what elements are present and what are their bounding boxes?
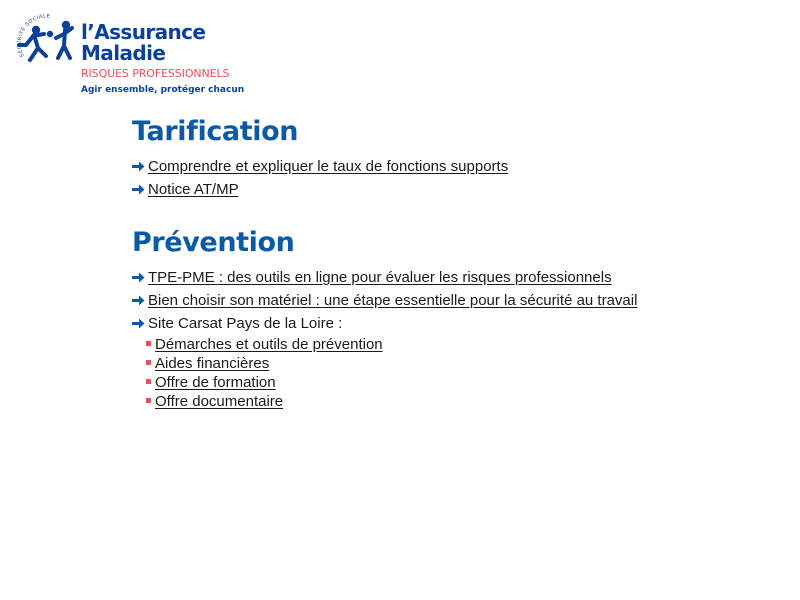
section-title-tarification: Tarification (132, 116, 299, 147)
square-bullet-icon (146, 360, 151, 365)
square-bullet-icon (146, 379, 151, 384)
logo-tagline: Agir ensemble, protéger chacun (81, 85, 245, 95)
assurance-maladie-logo[interactable] (14, 12, 254, 102)
sub-list-item (146, 354, 772, 373)
carsat-site-label: Site Carsat Pays de la Loire : (148, 315, 343, 332)
link-notice-atmp[interactable]: Notice AT/MP (148, 181, 239, 198)
sub-list-item (146, 335, 772, 354)
link-tpe-pme-outils[interactable]: TPE-PME : des outils en ligne pour évaluer les risques professionnels (148, 269, 612, 286)
list-item (132, 266, 772, 289)
arrow-right-icon (132, 161, 145, 172)
main-content (132, 114, 772, 411)
logo-figures-icon (14, 12, 80, 74)
link-taux-fonctions-supports[interactable]: Comprendre et expliquer le taux de fonctions supports (148, 158, 509, 175)
square-bullet-icon (146, 398, 151, 403)
prevention-links (132, 266, 772, 411)
link-choisir-materiel[interactable]: Bien choisir son matériel : une étape essentielle pour la sécurité au travail (148, 292, 638, 309)
logo-title-line2: Maladie (81, 41, 166, 65)
sub-list-item (146, 373, 772, 392)
link-aides-financieres[interactable]: Aides financières (155, 355, 270, 372)
arrow-right-icon (132, 184, 145, 195)
list-item (132, 155, 772, 178)
link-offre-documentaire[interactable]: Offre documentaire (155, 393, 284, 410)
list-item (132, 178, 772, 201)
list-item (132, 312, 772, 411)
link-offre-formation[interactable]: Offre de formation (155, 374, 276, 391)
logo-title-line1: l’Assurance (81, 20, 206, 44)
list-item (132, 289, 772, 312)
logo-subtitle: RISQUES PROFESSIONNELS (81, 67, 230, 80)
section-title-prevention: Prévention (132, 227, 295, 258)
logo-secu-text: SÉCURITÉ SOCIALE (16, 13, 51, 58)
sub-list-item (146, 392, 772, 411)
arrow-right-icon (132, 295, 145, 306)
arrow-right-icon (132, 318, 145, 329)
square-bullet-icon (146, 341, 151, 346)
tarification-links (132, 155, 772, 201)
link-demarches-outils-prevention[interactable]: Démarches et outils de prévention (155, 336, 383, 353)
arrow-right-icon (132, 272, 145, 283)
carsat-sublinks (132, 335, 772, 411)
